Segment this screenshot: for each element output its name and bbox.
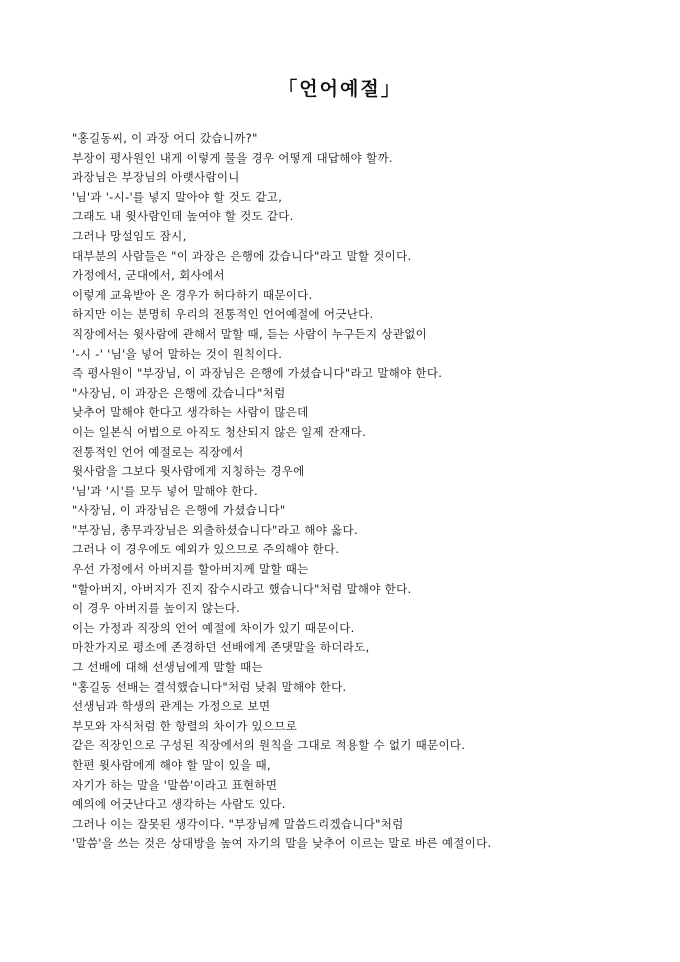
body-line: 그 선배에 대해 선생님에게 말할 때는 [72,660,263,675]
body-line: 같은 직장인으로 구성된 직장에서의 원칙을 그대로 적용할 수 없기 때문이다. [72,738,466,753]
body-line: '-시 -' '님'을 넣어 말하는 것이 원칙이다. [72,346,283,361]
body-line: 자기가 하는 말을 '말씀'이라고 표현하면 [72,777,278,792]
document-title: 「언어예절」 [278,78,402,100]
body-line: 하지만 이는 분명히 우리의 전통적인 언어예절에 어긋난다. [72,307,374,322]
body-line: 이렇게 교육받아 온 경우가 허다하기 때문이다. [72,287,313,302]
body-line: 전통적인 언어 예절로는 직장에서 [72,444,244,459]
body-line: 그래도 내 윗사람인데 높여야 할 것도 같다. [72,209,294,224]
body-line: 윗사람을 그보다 윗사람에게 지칭하는 경우에 [72,464,305,479]
body-line: 이는 일본식 어법으로 아직도 청산되지 않은 일제 잔재다. [72,424,367,439]
body-line: '님'과 '시'를 모두 넣어 말해야 한다. [72,483,258,498]
body-line: 과장님은 부장님의 아랫사람이니 [72,170,240,185]
body-line: 가정에서, 군대에서, 회사에서 [72,268,225,283]
body-line: "할아버지, 아버지가 진지 잡수시라고 했습니다"처럼 말해야 한다. [72,581,412,596]
body-line: "사장님, 이 과장은 은행에 갔습니다"처럼 [72,385,286,400]
body-line: 이 경우 아버지를 높이지 않는다. [72,601,241,616]
body-line: "부장님, 총무과장님은 외출하셨습니다"라고 해야 옳다. [72,522,358,537]
body-line: 낮추어 말해야 한다고 생각하는 사람이 많은데 [72,405,309,420]
body-line: 대부분의 사람들은 "이 과장은 은행에 갔습니다"라고 말할 것이다. [72,248,412,263]
body-line: 그러나 이 경우에도 예외가 있으므로 주의해야 한다. [72,542,340,557]
body-line: '님'과 '-시-'를 넣지 말아야 할 것도 같고, [72,189,283,204]
body-line: "홍길동씨, 이 과장 어디 갔습니까?" [72,131,258,145]
body-line: 마찬가지로 평소에 존경하던 선배에게 존댓말을 하더라도, [72,640,370,655]
body-line: "사장님, 이 과장님은 은행에 가셨습니다" [72,503,286,518]
body-line: 우선 가정에서 아버지를 할아버지께 말할 때는 [72,562,309,577]
document-body [72,129,652,854]
body-line: 이는 가정과 직장의 언어 예절에 차이가 있기 때문이다. [72,620,355,635]
body-line: 예의에 어긋난다고 생각하는 사람도 있다. [72,797,286,812]
body-line: 부모와 자식처럼 한 항렬의 차이가 있으므로 [72,718,298,733]
body-line: 한편 윗사람에게 해야 할 말이 있을 때, [72,758,271,772]
body-line: 그러나 망설임도 잠시, [72,228,187,243]
body-line: 부장이 평사원인 내게 이렇게 물을 경우 어떻게 대답해야 할까. [72,150,393,165]
body-line: "홍길동 선배는 결석했습니다"처럼 낮춰 말해야 한다. [72,679,347,694]
body-line: 그러나 이는 잘못된 생각이다. "부장님께 말씀드리겠습니다"처럼 [72,816,404,831]
body-line: '말씀'을 쓰는 것은 상대방을 높여 자기의 말을 낮추어 이르는 말로 바른 예절이다. [72,836,492,851]
body-line: 선생님과 학생의 관계는 가정으로 보면 [72,699,271,714]
body-line: 직장에서는 윗사람에 관해서 말할 때, 듣는 사람이 누구든지 상관없이 [72,326,428,341]
body-line: 즉 평사원이 "부장님, 이 과장님은 은행에 가셨습니다"라고 말해야 한다. [72,366,443,381]
